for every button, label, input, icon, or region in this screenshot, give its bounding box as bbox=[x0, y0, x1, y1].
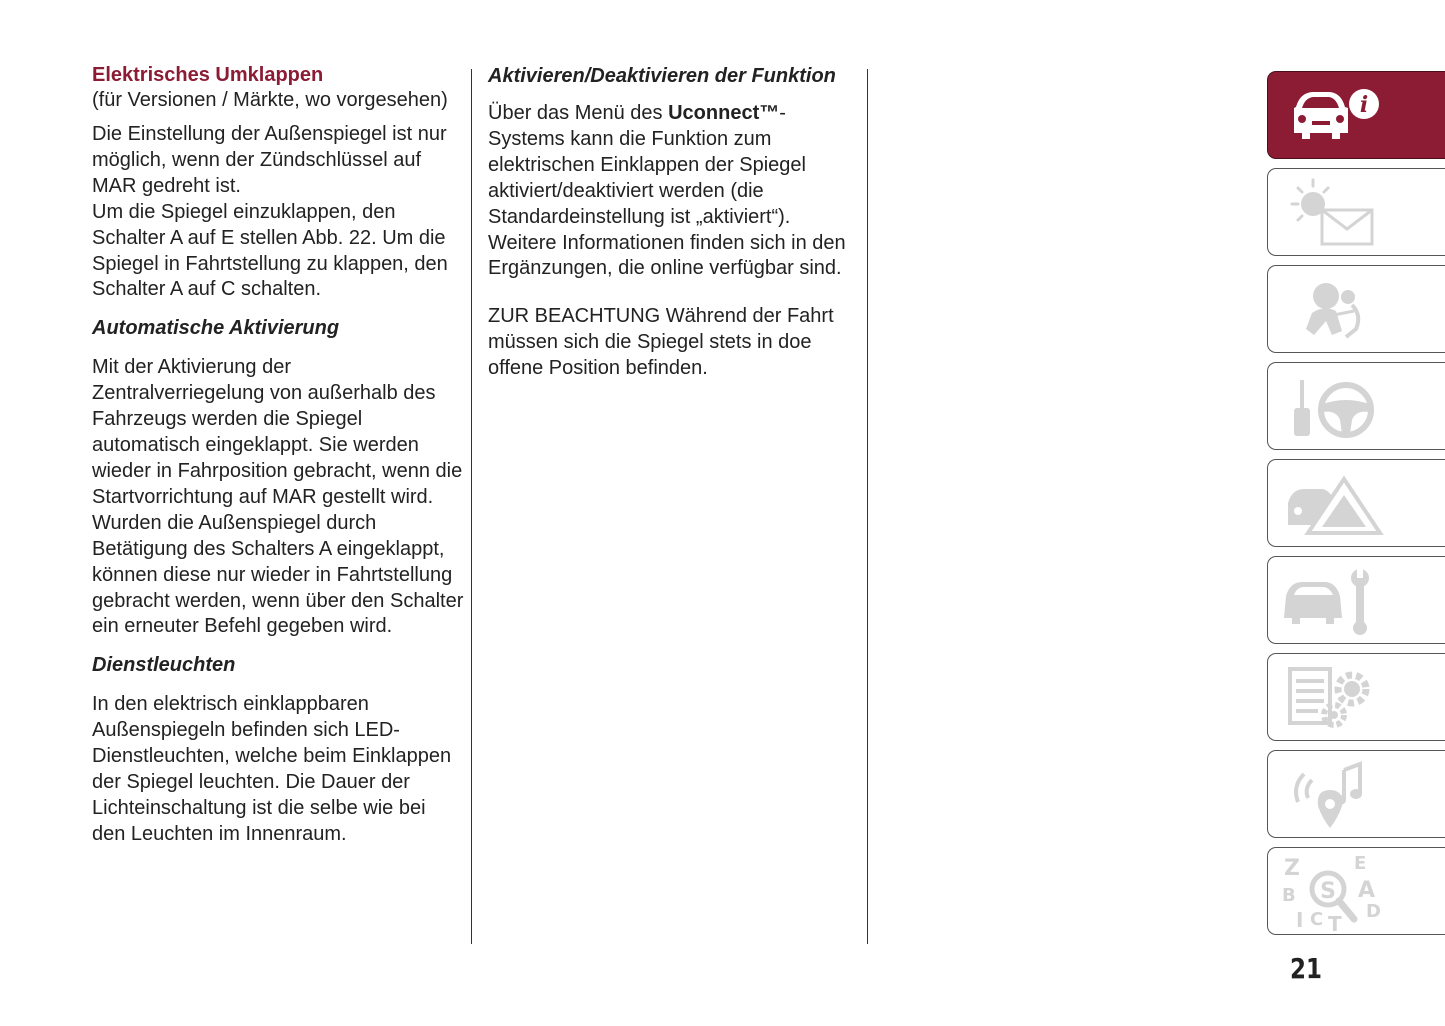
svg-text:E: E bbox=[1354, 853, 1367, 874]
svg-text:i: i bbox=[1359, 92, 1369, 118]
tab-safety[interactable] bbox=[1267, 265, 1445, 353]
svg-text:D: D bbox=[1366, 901, 1381, 922]
paragraph: In den elektrisch einklappbaren Außenspiegeln befinden sich LED-Dienstleuchten, welche beim Einklappen der Spiegel leuchten. Die Dauer der Lichteinschaltung ist die selbe wie bei den Leuchten im Innenraum. bbox=[92, 693, 452, 845]
emergency-triangle-icon bbox=[1278, 465, 1398, 543]
svg-text:C: C bbox=[1310, 909, 1324, 930]
tab-car-info[interactable] bbox=[1267, 71, 1445, 159]
brand-name: Uconnect™ bbox=[668, 102, 780, 124]
airbag-safety-icon bbox=[1278, 271, 1398, 349]
svg-text:Z: Z bbox=[1284, 856, 1300, 881]
note-paragraph: ZUR BEACHTUNG Während der Fahrt müssen sich die Spiegel stets in doe offene Position befinden. bbox=[488, 305, 834, 380]
svg-text:A: A bbox=[1358, 878, 1376, 903]
paragraph: Mit der Aktivierung der Zentralverriegelung von außerhalb des Fahrzeugs werden die Spiegel automatisch eingeklappt. Sie werden wieder in Fahrposition gebracht, wenn die Startvorrichtung auf MAR gestellt wird. bbox=[92, 356, 463, 508]
paragraph-text: Über das Menü des bbox=[488, 102, 669, 124]
paragraph bbox=[488, 101, 848, 282]
key-steering-wheel-icon bbox=[1278, 368, 1398, 446]
alphabetical-index-icon bbox=[1278, 853, 1398, 931]
svg-text:B: B bbox=[1282, 885, 1296, 906]
middle-column bbox=[488, 63, 848, 382]
column-divider bbox=[867, 69, 868, 944]
subsection-heading: Dienstleuchten bbox=[92, 654, 236, 677]
page-number: 21 bbox=[1290, 952, 1322, 985]
warning-light-message-icon bbox=[1278, 174, 1398, 252]
car-service-icon bbox=[1278, 562, 1398, 640]
paragraph: Die Einstellung der Außenspiegel ist nur möglich, wenn der Zündschlüssel auf MAR gedreht ist. bbox=[92, 123, 447, 197]
left-column bbox=[92, 63, 464, 848]
svg-text:I: I bbox=[1296, 908, 1304, 931]
tab-emergency[interactable] bbox=[1267, 459, 1445, 547]
subsection-heading: Aktivieren/Deaktivieren der Funktion bbox=[488, 65, 836, 87]
paragraph: Wurden die Außenspiegel durch Betätigung des Schalters A eingeklappt, können diese nur wieder in Fahrtstellung gebracht werden, wenn über den Schalter ein erneuter Befehl gegeben wird. bbox=[92, 511, 464, 638]
technical-data-gear-icon bbox=[1278, 659, 1398, 737]
tab-technical-data[interactable] bbox=[1267, 653, 1445, 741]
section-heading: Elektrisches Umklappen bbox=[92, 64, 324, 86]
tab-warning-lights-messages[interactable] bbox=[1267, 168, 1445, 256]
tab-multimedia[interactable] bbox=[1267, 750, 1445, 838]
car-info-icon bbox=[1278, 77, 1398, 155]
svg-text:T: T bbox=[1328, 912, 1342, 931]
tab-service-maintenance[interactable] bbox=[1267, 556, 1445, 644]
tab-starting-driving[interactable] bbox=[1267, 362, 1445, 450]
tab-alphabetical-index[interactable] bbox=[1267, 847, 1445, 935]
subsection-heading: Automatische Aktivierung bbox=[92, 317, 340, 340]
paragraph-text: -Systems kann die Funktion zum elektrischen Einklappen der Spiegel aktiviert/deaktiviert werden (die Standardeinstellung ist „aktiviert“). Weitere Informationen finden sich in den Ergänzungen, die online verfügbar sind. bbox=[488, 102, 846, 280]
paragraph: Um die Spiegel einzuklappen, den Schalter A auf E stellen Abb. 22. Um die Spiegel in Fahrtstellung zu klappen, den Schalter A auf C schalten. bbox=[92, 200, 448, 301]
column-divider bbox=[471, 69, 472, 944]
svg-text:S: S bbox=[1320, 879, 1336, 904]
section-subheading: (für Versionen / Märkte, wo vorgesehen) bbox=[92, 89, 448, 111]
multimedia-icon bbox=[1278, 756, 1398, 834]
